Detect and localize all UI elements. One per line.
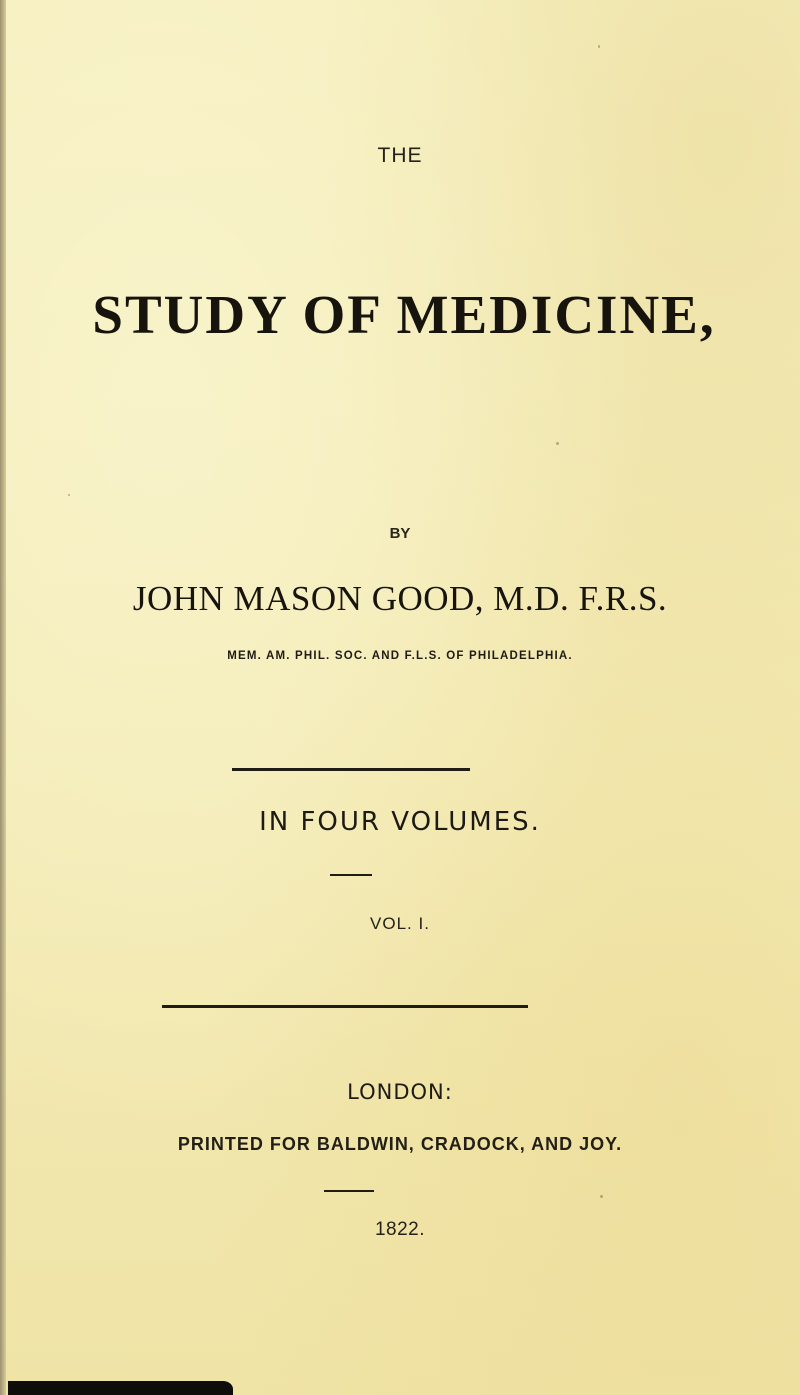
paper-speck	[598, 45, 600, 48]
paper-speck	[68, 494, 70, 496]
divider-rule	[232, 768, 470, 771]
page-shadow-bar	[8, 1381, 233, 1395]
paper-speck	[556, 442, 559, 445]
book-title: STUDY OF MEDICINE,	[92, 284, 716, 345]
author-name: JOHN MASON GOOD, M.D. F.R.S.	[132, 579, 668, 618]
imprint-place: LONDON:	[347, 1080, 453, 1104]
title-prefix: THE	[377, 144, 423, 167]
divider-rule	[162, 1005, 528, 1008]
volume-count: IN FOUR VOLUMES.	[259, 807, 541, 837]
volume-number: VOL. I.	[370, 914, 430, 933]
short-rule	[324, 1190, 374, 1192]
imprint-year: 1822.	[374, 1219, 426, 1240]
short-rule	[330, 874, 372, 876]
imprint-printer: PRINTED FOR BALDWIN, CRADOCK, AND JOY.	[177, 1134, 623, 1154]
by-line: BY	[389, 525, 411, 542]
binding-edge	[0, 0, 6, 1395]
author-affiliations: MEM. AM. PHIL. SOC. AND F.L.S. OF PHILADELPHIA.	[227, 650, 573, 662]
paper-speck	[600, 1195, 603, 1198]
